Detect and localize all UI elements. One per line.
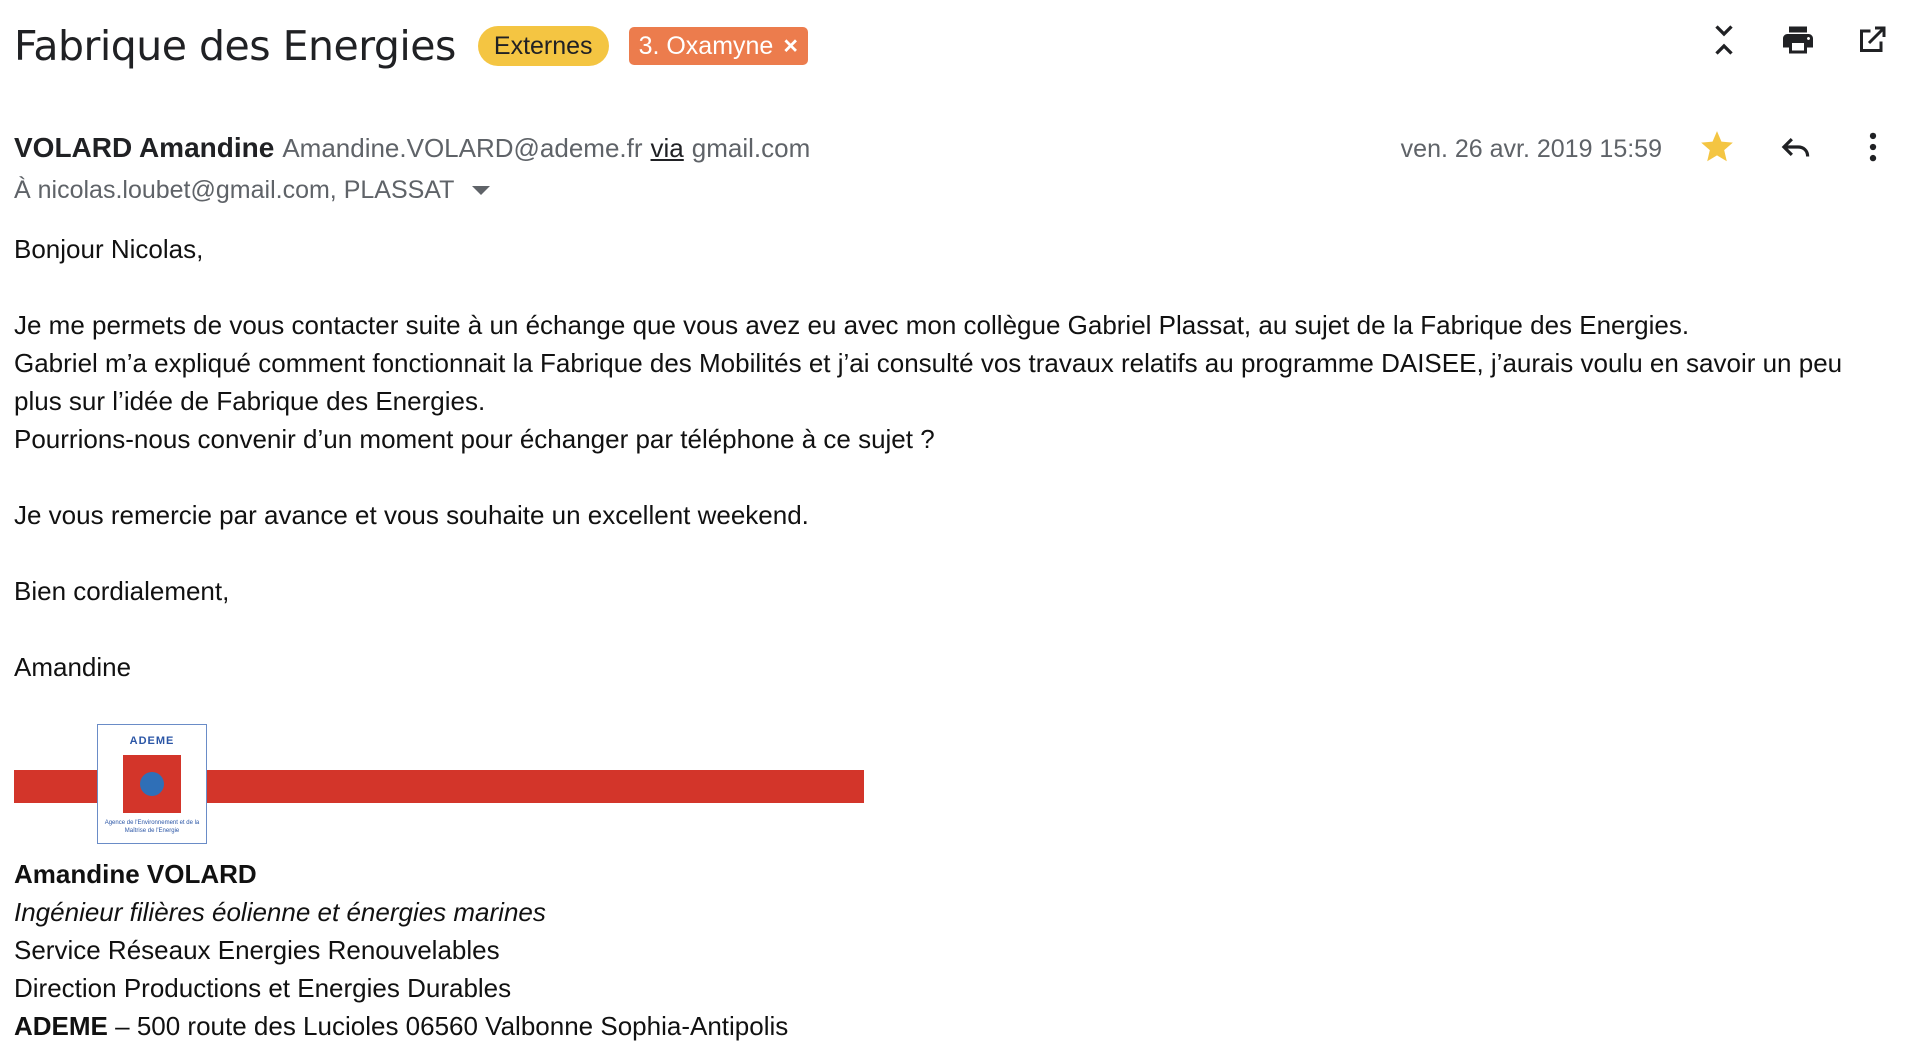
subject-row bbox=[14, 18, 808, 74]
recipients: À nicolas.loubet@gmail.com, PLASSAT bbox=[14, 176, 455, 204]
email-body bbox=[14, 230, 1894, 686]
star-icon[interactable] bbox=[1698, 128, 1736, 171]
signature-service: Service Réseaux Energies Renouvelables bbox=[14, 935, 500, 965]
greeting: Bonjour Nicolas, bbox=[14, 234, 204, 264]
label-chip-text: 3. Oxamyne bbox=[638, 32, 774, 60]
closing: Bien cordialement, bbox=[14, 576, 230, 606]
message-actions bbox=[1401, 128, 1892, 171]
logo-title: ADEME bbox=[129, 735, 175, 747]
logo-square bbox=[123, 755, 181, 813]
signature bbox=[14, 855, 788, 1045]
open-in-new-window-icon[interactable] bbox=[1852, 20, 1892, 60]
remove-label-icon[interactable]: × bbox=[783, 32, 798, 60]
sender-name[interactable]: VOLARD Amandine bbox=[14, 132, 275, 163]
signature-address: – 500 route des Lucioles 06560 Valbonne Sophia-Antipolis bbox=[107, 1011, 789, 1041]
signature-direction: Direction Productions et Energies Durables bbox=[14, 973, 512, 1003]
logo-caption: Agence de l'Environnement et de la Maîtrise de l'Energie bbox=[104, 820, 200, 834]
via-domain: gmail.com bbox=[691, 133, 811, 163]
more-vert-icon[interactable] bbox=[1854, 128, 1892, 171]
sender-line bbox=[14, 132, 810, 164]
body-paragraph-2: Gabriel m’a expliqué comment fonctionnait la Fabrique des Mobilités et j’ai consulté vos travaux relatifs au programme DAISEE, j’aurais voulu en savoir un peu plus sur l’idée de Fabrique des Energies. bbox=[14, 348, 1843, 416]
print-icon[interactable] bbox=[1778, 20, 1818, 60]
show-details-chevron-icon[interactable] bbox=[472, 186, 490, 195]
collapse-all-icon[interactable] bbox=[1704, 20, 1744, 60]
signature-address-line bbox=[14, 1007, 788, 1045]
body-paragraph-1: Je me permets de vous contacter suite à un échange que vous avez eu avec mon collègue Gabriel Plassat, au sujet de la Fabrique des Energies. bbox=[14, 310, 1690, 340]
thread-toolbar bbox=[1704, 20, 1892, 60]
signature-title: Ingénieur filières éolienne et énergies marines bbox=[14, 897, 546, 927]
recipients-line bbox=[14, 176, 490, 205]
thanks: Je vous remercie par avance et vous souhaite un excellent weekend. bbox=[14, 500, 809, 530]
via-link[interactable]: via bbox=[650, 133, 684, 163]
signature-org: ADEME bbox=[14, 1011, 108, 1041]
label-chip-oxamyne[interactable] bbox=[629, 27, 808, 65]
globe-icon bbox=[140, 772, 164, 796]
body-paragraph-3: Pourrions-nous convenir d’un moment pour échanger par téléphone à ce sujet ? bbox=[14, 424, 935, 454]
reply-icon[interactable] bbox=[1776, 128, 1814, 171]
ademe-logo bbox=[97, 724, 207, 844]
message-date: ven. 26 avr. 2019 15:59 bbox=[1400, 135, 1662, 163]
signoff: Amandine bbox=[14, 652, 132, 682]
label-chip-externes[interactable]: Externes bbox=[478, 26, 609, 66]
email-subject: Fabrique des Energies bbox=[14, 22, 456, 70]
sender-email: Amandine.VOLARD@ademe.fr bbox=[282, 133, 643, 163]
signature-name: Amandine VOLARD bbox=[14, 859, 257, 889]
